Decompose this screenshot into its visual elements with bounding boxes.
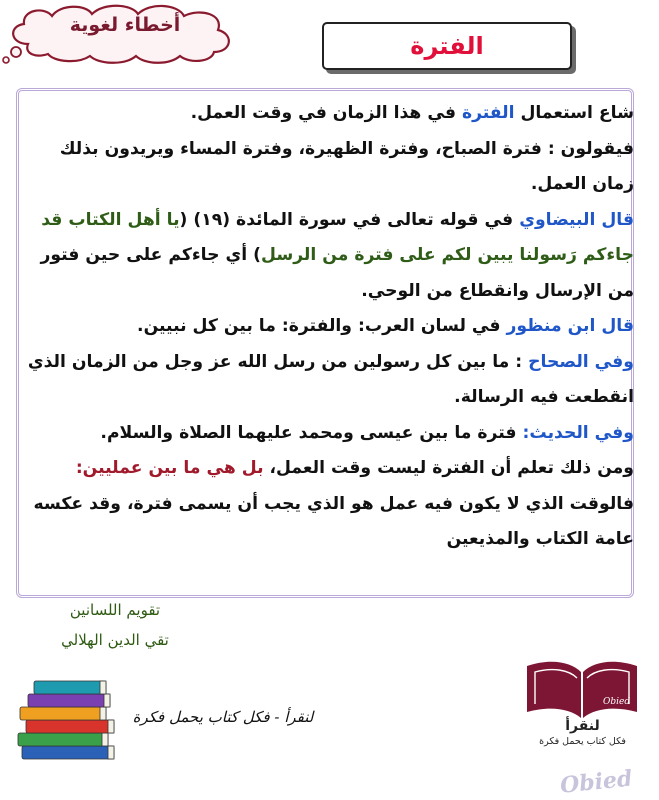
watermark-signature: Obied	[558, 765, 634, 799]
text-span: : ما بين كل رسولين من رسل الله عز وجل من الزمان الذي انقطعت فيه الرسالة.	[27, 351, 634, 407]
text-span: ) أي جاءكم على حين فتور من الإرسال وانقطاع من الوحي.	[40, 245, 634, 301]
conclusion-highlight: بل هي ما بين عمليين:	[75, 458, 264, 478]
source-hadith: وفي الحديث:	[522, 422, 634, 443]
author-credit	[35, 595, 195, 655]
author-name: تقي الدين الهلالي	[61, 631, 169, 649]
article-body	[22, 96, 634, 558]
logo-tag: Obied	[603, 697, 631, 707]
paragraph-6	[22, 416, 634, 452]
quran-quote: يا أهل الكتاب قد جاءكم رَسولنا يبين لكم على فترة من الرسل	[41, 209, 634, 265]
term-highlight: الفترة	[461, 103, 515, 123]
paragraph-4	[22, 309, 634, 345]
text-span: فالوقت الذي لا يكون فيه عمل هو الذي يجب أن يسمى فترة، وقد عكسه عامة الكتاب والمذيعين	[33, 493, 634, 549]
paragraph-5	[22, 345, 634, 416]
books-stack-icon	[12, 668, 124, 763]
title-box	[322, 22, 572, 70]
badge-label: أخطاء لغوية	[69, 14, 181, 36]
page-title: الفترة	[410, 32, 484, 60]
paragraph-2: فيقولون : فترة الصباح، وفترة الظهيرة، وفترة المساء ويريدون بذلك زمان العمل.	[59, 138, 634, 194]
source-baydawi: قال البيضاوي	[519, 209, 634, 230]
footer-slogan: لنقرأ - فكل كتاب يحمل فكرة	[132, 708, 314, 726]
paragraph-3	[22, 203, 634, 310]
logo-subtitle: فكل كتاب يحمل فكرة	[539, 736, 626, 747]
source-sihah: وفي الصحاح	[528, 351, 634, 372]
logo-name: لنقرأ	[565, 718, 600, 734]
book-title: تقويم اللسانين	[69, 601, 161, 619]
text-span: ومن ذلك تعلم أن الفترة ليست وقت العمل،	[263, 458, 634, 478]
text-span: في لسان العرب: والفترة: ما بين كل نبيين.	[137, 316, 507, 336]
source-ibn-manzur: قال ابن منظور	[506, 316, 634, 336]
paragraph-1	[22, 96, 634, 132]
text-span: في هذا الزمان في وقت العمل.	[190, 103, 462, 123]
paragraph-7	[22, 451, 634, 558]
text-span: فترة ما بين عيسى ومحمد عليهما الصلاة والسلام.	[100, 422, 523, 443]
text-span: في قوله تعالى في سورة المائدة (١٩) (	[179, 209, 520, 230]
text-span: شاع استعمال	[514, 103, 634, 123]
